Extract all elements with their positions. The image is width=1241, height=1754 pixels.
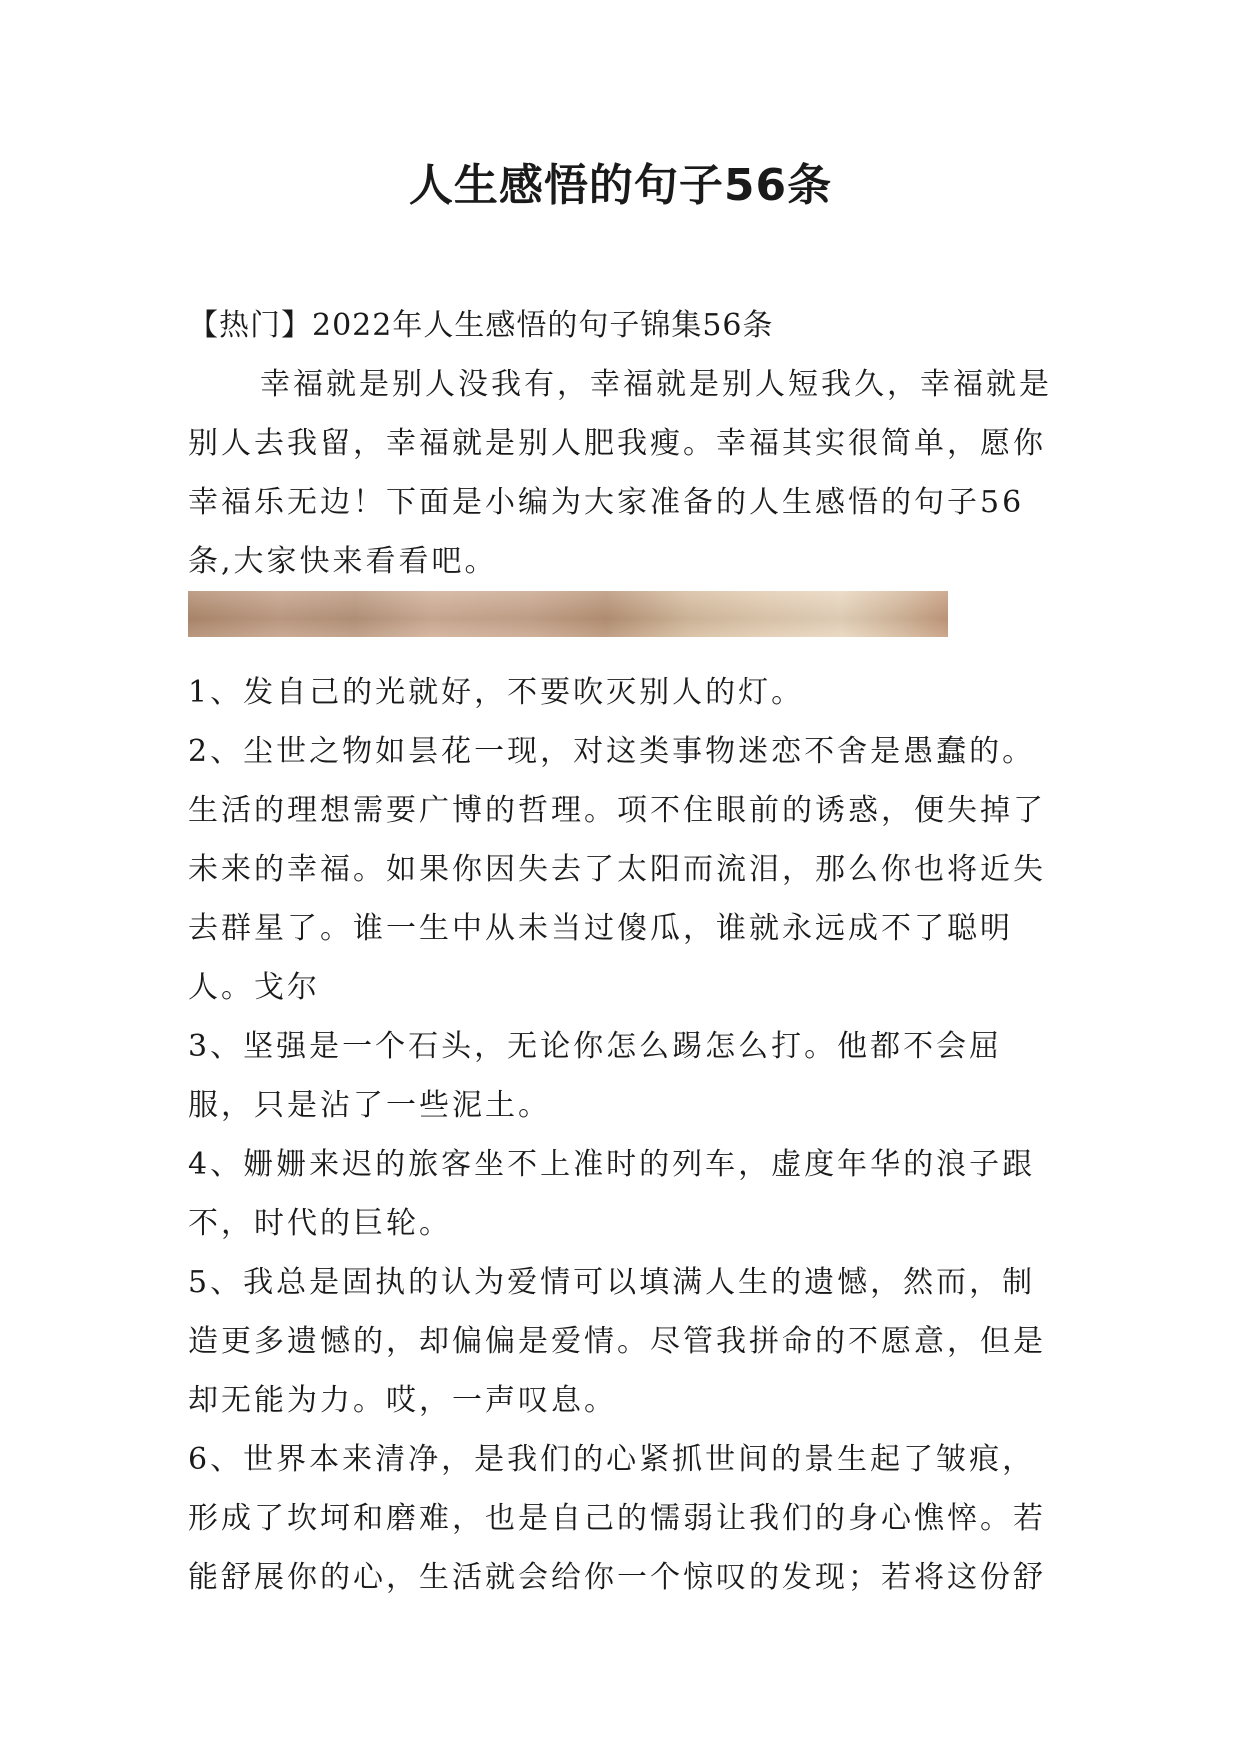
document-body — [188, 296, 1068, 1607]
list-item: 4、姗姗来迟的旅客坐不上准时的列车，虚度年华的浪子跟不，时代的巨轮。 — [188, 1147, 1036, 1241]
page-title: 人生感悟的句子56条 — [408, 160, 833, 211]
list-item: 6、世界本来清净，是我们的心紧抓世间的景生起了皱痕，形成了坎坷和磨难，也是自己的懦弱让我们的身心憔悴。若能舒展你的心，生活就会给你一个惊叹的发现；若将这份舒 — [188, 1442, 1046, 1595]
list-item: 5、我总是固执的认为爱情可以填满人生的遗憾，然而，制造更多遗憾的，却偏偏是爱情。尽管我拼命的不愿意，但是却无能为力。哎，一声叹息。 — [188, 1265, 1046, 1418]
list-item: 1、发自己的光就好，不要吹灭别人的灯。 — [188, 675, 805, 710]
list-item: 2、尘世之物如昙花一现，对这类事物迷恋不舍是愚蠢的。生活的理想需要广博的哲理。项不住眼前的诱惑，便失掉了未来的幸福。如果你因失去了太阳而流泪，那么你也将近失去群星了。谁一生中从未当过傻瓜，谁就永远成不了聪明人。戈尔 — [188, 734, 1046, 1005]
document-subtitle: 【热门】2022年人生感悟的句子锦集56条 — [188, 308, 774, 343]
intro-paragraph: 幸福就是别人没我有，幸福就是别人短我久，幸福就是别人去我留，幸福就是别人肥我瘦。幸福其实很简单，愿你幸福乐无边！下面是小编为大家准备的人生感悟的句子56条,大家快来看看吧。 — [188, 367, 1052, 579]
list-item: 3、坚强是一个石头，无论你怎么踢怎么打。他都不会屈服，只是沾了一些泥土。 — [188, 1029, 1003, 1123]
banner-image — [188, 591, 948, 637]
